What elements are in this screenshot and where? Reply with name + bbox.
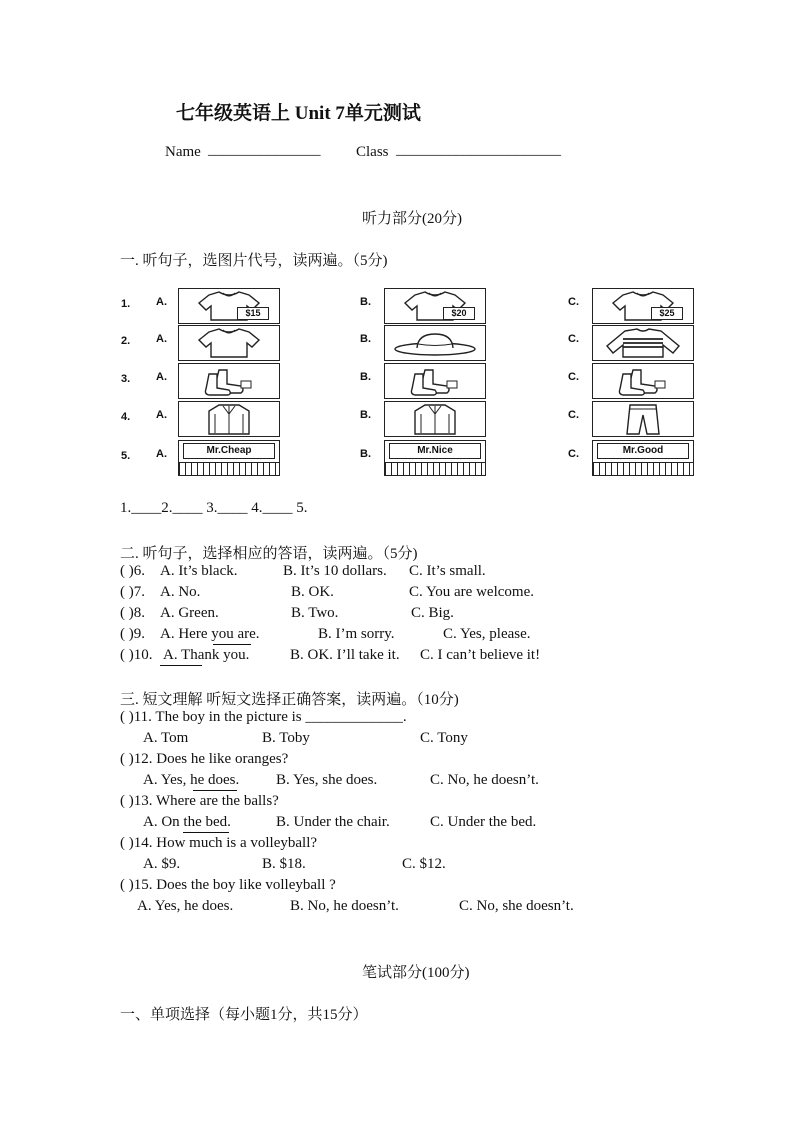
q15-question[interactable]: ( )15. Does the boy like volleyball ?	[120, 877, 336, 893]
q9-number[interactable]: ( )9.	[120, 626, 145, 642]
page-title: 七年级英语上 Unit 7单元测试	[176, 103, 421, 124]
picture-option-letter: B.	[360, 448, 371, 460]
picture-option-letter: B.	[360, 333, 371, 345]
picture-row-number: 4.	[121, 411, 131, 423]
price-tag: $15	[237, 307, 269, 320]
price-tag: $25	[651, 307, 683, 320]
q11-question[interactable]: ( )11. The boy in the picture is _____________.	[120, 709, 407, 725]
picture-option-letter: C.	[568, 409, 579, 421]
tshirt-icon	[179, 326, 279, 360]
q12-option-b: B. Yes, she does.	[276, 772, 378, 788]
q9-option-c: C. Yes, please.	[443, 626, 531, 642]
section-1-heading: 一. 听句子，选图片代号，读两遍。（5分)	[120, 253, 388, 269]
picture-option-letter: B.	[360, 371, 371, 383]
q12-question[interactable]: ( )12. Does he like oranges?	[120, 751, 289, 767]
picture-option-3-0[interactable]	[178, 401, 280, 437]
picture-option-letter: A.	[156, 409, 167, 421]
q8-option-b: B. Two.	[291, 605, 339, 621]
q10-option-b: B. OK. I’ll take it.	[290, 647, 400, 663]
picture-option-letter: C.	[568, 296, 579, 308]
picture-option-1-1[interactable]	[384, 325, 486, 361]
picture-option-0-1[interactable]	[384, 288, 486, 324]
q9-underline	[213, 644, 251, 645]
q6-option-a: A. It’s black.	[160, 563, 238, 579]
hat-icon	[385, 326, 485, 360]
picture-row-number: 1.	[121, 298, 131, 310]
picture-option-3-2[interactable]	[592, 401, 694, 437]
store-icon	[593, 462, 693, 475]
q10-option-c: C. I can’t believe it!	[420, 647, 541, 663]
q9-option-b: B. I’m sorry.	[318, 626, 395, 642]
q13-question[interactable]: ( )13. Where are the balls?	[120, 793, 279, 809]
socks-icon	[179, 364, 279, 398]
q15-option-a: A. Yes, he does.	[137, 898, 234, 914]
picture-option-2-0[interactable]	[178, 363, 280, 399]
name-blank[interactable]: _______________	[208, 142, 321, 158]
q12-option-c: C. No, he doesn’t.	[430, 772, 539, 788]
socks-icon	[385, 364, 485, 398]
q12-underline	[193, 790, 237, 791]
picture-option-letter: A.	[156, 296, 167, 308]
q10-underline	[160, 665, 202, 666]
q15-option-b: B. No, he doesn’t.	[290, 898, 399, 914]
q6-option-b: B. It’s 10 dollars.	[283, 563, 387, 579]
picture-option-letter: C.	[568, 371, 579, 383]
written-header: 笔试部分(100分)	[362, 965, 470, 981]
q7-number[interactable]: ( )7.	[120, 584, 145, 600]
q6-number[interactable]: ( )6.	[120, 563, 145, 579]
sweater-icon	[593, 326, 693, 360]
picture-option-3-1[interactable]	[384, 401, 486, 437]
picture-option-letter: B.	[360, 409, 371, 421]
q11-option-c: C. Tony	[420, 730, 468, 746]
picture-option-1-0[interactable]	[178, 325, 280, 361]
picture-option-letter: A.	[156, 333, 167, 345]
picture-row-number: 5.	[121, 450, 131, 462]
q10-number[interactable]: ( )10.	[120, 647, 153, 663]
picture-option-1-2[interactable]	[592, 325, 694, 361]
q12-option-a: A. Yes, he does.	[143, 772, 240, 788]
q8-number[interactable]: ( )8.	[120, 605, 145, 621]
picture-option-letter: C.	[568, 448, 579, 460]
listening-header: 听力部分(20分)	[362, 211, 462, 227]
name-label: Name	[165, 144, 201, 160]
class-blank[interactable]: ______________________	[396, 142, 561, 158]
q6-option-c: C. It’s small.	[409, 563, 486, 579]
store-sign: Mr.Nice	[389, 443, 481, 459]
picture-option-2-1[interactable]	[384, 363, 486, 399]
class-label: Class	[356, 144, 389, 160]
price-tag: $20	[443, 307, 475, 320]
picture-option-letter: B.	[360, 296, 371, 308]
jacket-icon	[179, 402, 279, 436]
q15-option-c: C. No, she doesn’t.	[459, 898, 574, 914]
store-icon	[385, 462, 485, 475]
section-3-heading: 三. 短文理解 听短文选择正确答案，读两遍。（10分)	[120, 692, 459, 708]
q13-underline	[183, 832, 229, 833]
picture-option-letter: C.	[568, 333, 579, 345]
q8-option-c: C. Big.	[411, 605, 454, 621]
q11-option-b: B. Toby	[262, 730, 310, 746]
store-sign: Mr.Good	[597, 443, 689, 459]
picture-option-0-2[interactable]	[592, 288, 694, 324]
q13-option-a: A. On the bed.	[143, 814, 231, 830]
picture-option-4-2[interactable]	[592, 440, 694, 476]
picture-option-4-0[interactable]	[178, 440, 280, 476]
store-icon	[179, 462, 279, 475]
picture-row-number: 3.	[121, 373, 131, 385]
q7-option-a: A. No.	[160, 584, 201, 600]
trousers-icon	[593, 402, 693, 436]
q13-option-c: C. Under the bed.	[430, 814, 537, 830]
q7-option-b: B. OK.	[291, 584, 334, 600]
q8-option-a: A. Green.	[160, 605, 219, 621]
socks-icon	[593, 364, 693, 398]
jacket-icon	[385, 402, 485, 436]
picture-option-letter: A.	[156, 371, 167, 383]
q9-option-a: A. Here you are.	[160, 626, 260, 642]
q11-option-a: A. Tom	[143, 730, 189, 746]
picture-option-2-2[interactable]	[592, 363, 694, 399]
section-2-heading: 二. 听句子，选择相应的答语，读两遍。（5分)	[120, 546, 418, 562]
picture-option-letter: A.	[156, 448, 167, 460]
section-1-answer-line[interactable]: 1.____2.____ 3.____ 4.____ 5.	[120, 500, 308, 516]
picture-row-number: 2.	[121, 335, 131, 347]
q10-option-a: A. Thank you.	[163, 647, 250, 663]
q13-option-b: B. Under the chair.	[276, 814, 390, 830]
q14-question[interactable]: ( )14. How much is a volleyball?	[120, 835, 318, 851]
picture-option-0-0[interactable]	[178, 288, 280, 324]
q14-option-a: A. $9.	[143, 856, 181, 872]
q14-option-c: C. $12.	[402, 856, 446, 872]
store-sign: Mr.Cheap	[183, 443, 275, 459]
q7-option-c: C. You are welcome.	[409, 584, 534, 600]
q14-option-b: B. $18.	[262, 856, 306, 872]
picture-option-4-1[interactable]	[384, 440, 486, 476]
written-section-1-heading: 一、单项选择（每小题1分，共15分）	[120, 1007, 368, 1023]
